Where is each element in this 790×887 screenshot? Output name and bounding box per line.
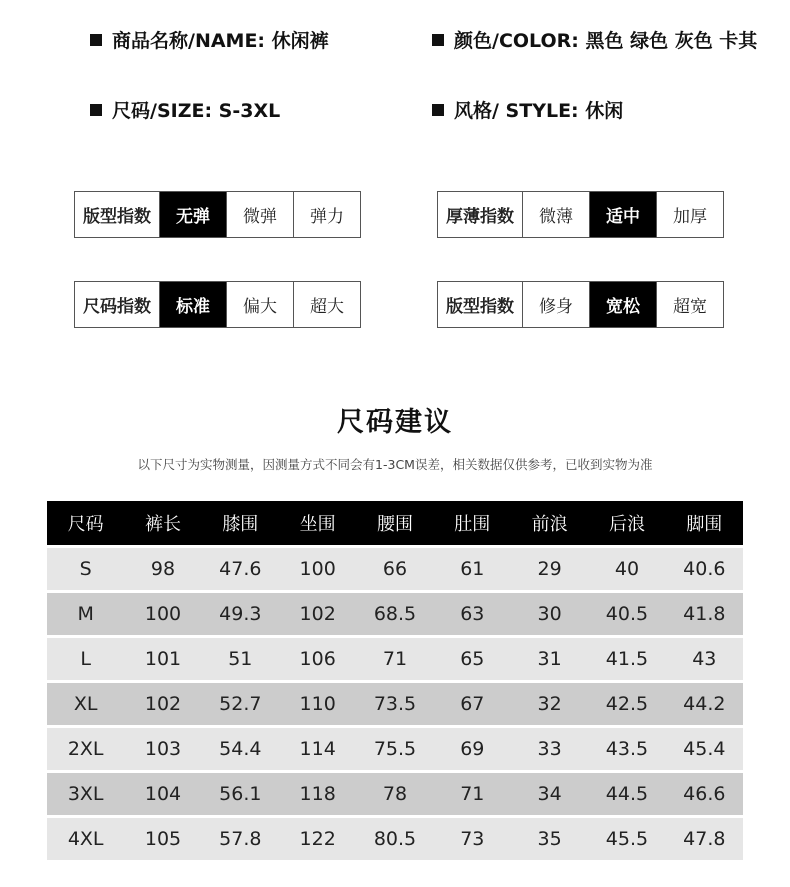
table-cell: 40	[588, 548, 665, 590]
scale-option: 微弹	[227, 192, 294, 237]
table-cell: 114	[279, 728, 356, 770]
scale-label: 版型指数	[75, 192, 160, 237]
attr-size-text: 尺码/SIZE: S-3XL	[112, 100, 281, 122]
table-cell: 100	[124, 593, 201, 635]
table-cell: 65	[434, 638, 511, 680]
table-cell: M	[47, 593, 124, 635]
table-cell: 106	[279, 638, 356, 680]
table-cell: 29	[511, 548, 588, 590]
size-guide-note: 以下尺寸为实物测量，因测量方式不同会有1-3CM误差，相关数据仅供参考，已收到实物为准	[137, 457, 653, 472]
table-row	[47, 683, 743, 725]
size-table	[47, 498, 743, 863]
table-cell: 73	[434, 818, 511, 860]
table-cell: 54.4	[202, 728, 279, 770]
table-cell: 80.5	[356, 818, 433, 860]
table-cell: 103	[124, 728, 201, 770]
scale-option: 弹力	[310, 207, 344, 227]
table-cell: 44.5	[588, 773, 665, 815]
table-cell: 105	[124, 818, 201, 860]
table-cell: 71	[356, 638, 433, 680]
table-cell: 68.5	[356, 593, 433, 635]
table-cell: 69	[434, 728, 511, 770]
attr-product-name-text: 商品名称/NAME: 休闲裤	[112, 30, 329, 52]
table-cell: 47.6	[202, 548, 279, 590]
scale-option-selected: 标准	[160, 282, 227, 327]
scale-option: 超宽	[673, 297, 707, 317]
size-guide-title: 尺码建议	[337, 407, 453, 438]
table-cell: 75.5	[356, 728, 433, 770]
table-cell: 56.1	[202, 773, 279, 815]
table-cell: 34	[511, 773, 588, 815]
table-cell: 46.6	[666, 773, 743, 815]
size-table-header-row	[47, 501, 743, 545]
table-row	[47, 728, 743, 770]
table-cell: S	[47, 548, 124, 590]
table-row	[47, 638, 743, 680]
scale-option-selected: 宽松	[590, 282, 657, 327]
table-cell: 40.5	[588, 593, 665, 635]
column-header: 尺码	[47, 501, 124, 545]
table-cell: 57.8	[202, 818, 279, 860]
bullet-square-icon	[432, 104, 444, 116]
table-cell: 31	[511, 638, 588, 680]
table-cell: 41.8	[666, 593, 743, 635]
column-header: 肚围	[434, 501, 511, 545]
scale-label: 版型指数	[438, 282, 523, 327]
table-cell: 102	[124, 683, 201, 725]
column-header: 脚围	[666, 501, 743, 545]
table-cell: XL	[47, 683, 124, 725]
table-cell: 66	[356, 548, 433, 590]
column-header: 腰围	[356, 501, 433, 545]
column-header: 坐围	[279, 501, 356, 545]
table-cell: 30	[511, 593, 588, 635]
table-cell: 101	[124, 638, 201, 680]
table-cell: 73.5	[356, 683, 433, 725]
scale-option: 修身	[523, 282, 590, 327]
column-header: 前浪	[511, 501, 588, 545]
scale-sizing	[74, 281, 361, 328]
table-cell: 104	[124, 773, 201, 815]
table-cell: 47.8	[666, 818, 743, 860]
table-cell: 61	[434, 548, 511, 590]
table-cell: 100	[279, 548, 356, 590]
attr-style	[432, 96, 623, 123]
table-cell: 35	[511, 818, 588, 860]
scale-option-selected: 适中	[590, 192, 657, 237]
table-cell: 122	[279, 818, 356, 860]
scale-option: 偏大	[227, 282, 294, 327]
table-row	[47, 548, 743, 590]
bullet-square-icon	[90, 104, 102, 116]
bullet-square-icon	[432, 34, 444, 46]
table-cell: 45.5	[588, 818, 665, 860]
table-cell: L	[47, 638, 124, 680]
attr-color	[432, 26, 757, 53]
attr-style-text: 风格/ STYLE: 休闲	[454, 100, 624, 122]
table-cell: 102	[279, 593, 356, 635]
table-cell: 52.7	[202, 683, 279, 725]
table-cell: 49.3	[202, 593, 279, 635]
table-cell: 63	[434, 593, 511, 635]
attr-product-name	[90, 26, 329, 53]
table-row	[47, 818, 743, 860]
table-cell: 43	[666, 638, 743, 680]
table-cell: 3XL	[47, 773, 124, 815]
column-header: 后浪	[588, 501, 665, 545]
table-cell: 40.6	[666, 548, 743, 590]
table-cell: 110	[279, 683, 356, 725]
table-cell: 98	[124, 548, 201, 590]
table-cell: 41.5	[588, 638, 665, 680]
table-row	[47, 773, 743, 815]
table-cell: 51	[202, 638, 279, 680]
scale-label: 尺码指数	[75, 282, 160, 327]
scale-label: 厚薄指数	[438, 192, 523, 237]
scale-option: 超大	[310, 297, 344, 317]
scale-fit	[437, 281, 724, 328]
scale-option: 微薄	[523, 192, 590, 237]
table-cell: 33	[511, 728, 588, 770]
attr-color-text: 颜色/COLOR: 黑色 绿色 灰色 卡其	[454, 30, 758, 52]
scale-elasticity	[74, 191, 361, 238]
table-cell: 78	[356, 773, 433, 815]
bullet-square-icon	[90, 34, 102, 46]
scale-option-selected: 无弹	[160, 192, 227, 237]
table-cell: 118	[279, 773, 356, 815]
table-cell: 2XL	[47, 728, 124, 770]
column-header: 裤长	[124, 501, 201, 545]
column-header: 膝围	[202, 501, 279, 545]
table-cell: 44.2	[666, 683, 743, 725]
attr-size	[90, 96, 280, 123]
table-cell: 4XL	[47, 818, 124, 860]
table-cell: 43.5	[588, 728, 665, 770]
table-cell: 42.5	[588, 683, 665, 725]
table-row	[47, 593, 743, 635]
scale-option: 加厚	[673, 207, 707, 227]
table-cell: 67	[434, 683, 511, 725]
table-cell: 71	[434, 773, 511, 815]
table-cell: 45.4	[666, 728, 743, 770]
scale-thickness	[437, 191, 724, 238]
table-cell: 32	[511, 683, 588, 725]
